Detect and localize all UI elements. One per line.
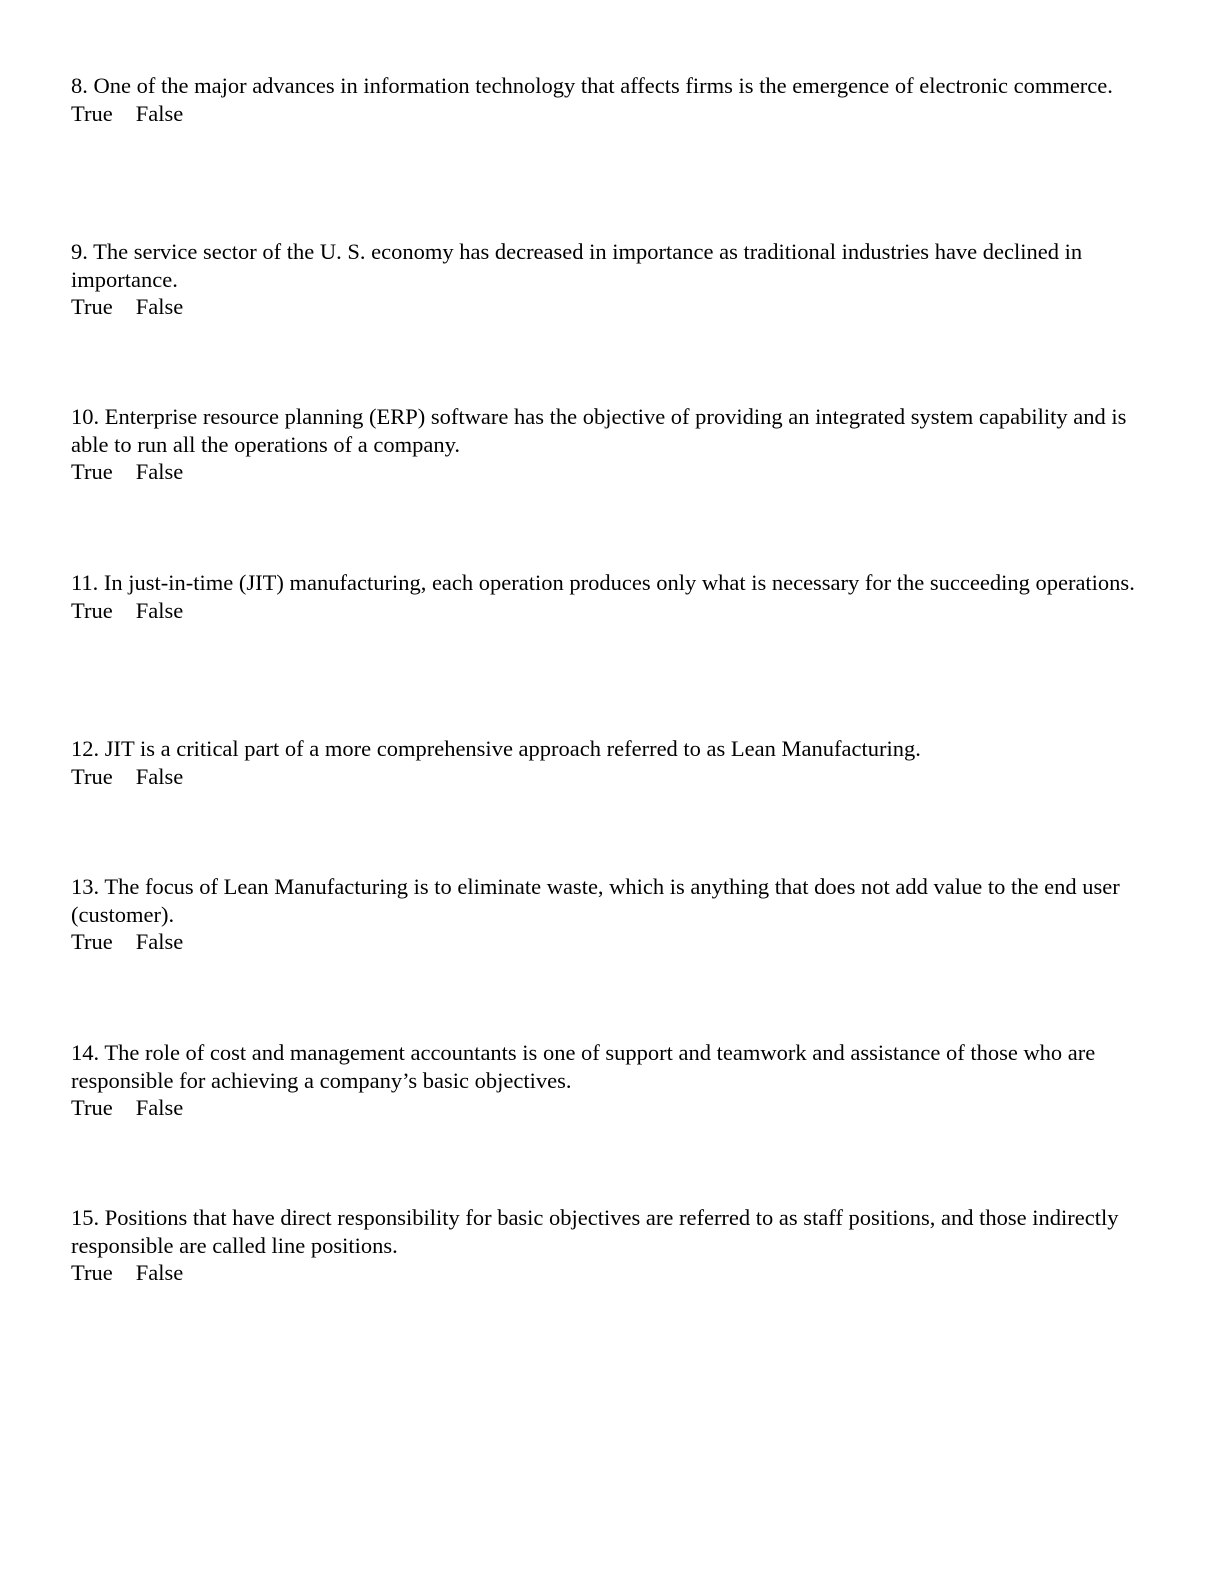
question-text: 12. JIT is a critical part of a more comprehensive approach referred to as Lean Manufacturing.: [71, 736, 921, 761]
false-option[interactable]: False: [135, 1260, 184, 1285]
false-option[interactable]: False: [135, 294, 184, 319]
true-option[interactable]: True: [71, 100, 113, 126]
true-option[interactable]: True: [71, 929, 113, 954]
question-15: [71, 1204, 1151, 1287]
false-option[interactable]: False: [135, 459, 184, 484]
question-text: 15. Positions that have direct responsibility for basic objectives are referred to as staff positions, and those indirectly responsible are called line positions.: [71, 1205, 1119, 1258]
true-false-options: [71, 293, 1151, 321]
false-option[interactable]: False: [135, 929, 184, 954]
true-false-options: [71, 458, 1151, 486]
true-false-options: [71, 928, 1151, 956]
true-false-options: [71, 1259, 1151, 1287]
true-option[interactable]: True: [71, 294, 113, 319]
true-false-options: [71, 100, 1151, 128]
true-option[interactable]: True: [71, 459, 113, 484]
question-11: [71, 569, 1151, 624]
false-option[interactable]: False: [135, 1095, 184, 1120]
true-false-options: [71, 763, 1151, 791]
false-option[interactable]: False: [135, 597, 184, 623]
question-14: [71, 1039, 1151, 1122]
true-option[interactable]: True: [71, 597, 113, 623]
true-false-options: [71, 597, 1151, 625]
question-text: 13. The focus of Lean Manufacturing is to eliminate waste, which is anything that does not add value to the end user (customer).: [71, 874, 1120, 927]
question-text: 8. One of the major advances in information technology that affects firms is the emergence of electronic commerce.: [71, 73, 1113, 98]
question-text: 10. Enterprise resource planning (ERP) software has the objective of providing an integrated system capability and is able to run all the operations of a company.: [71, 404, 1127, 457]
question-12: [71, 735, 1151, 790]
true-option[interactable]: True: [71, 763, 113, 789]
question-text: 9. The service sector of the U. S. economy has decreased in importance as traditional industries have declined in importance.: [71, 239, 1083, 292]
true-false-options: [71, 1094, 1151, 1122]
question-10: [71, 403, 1151, 486]
false-option[interactable]: False: [135, 763, 184, 789]
question-9: [71, 238, 1151, 321]
question-text: 14. The role of cost and management accountants is one of support and teamwork and assistance of those who are responsible for achieving a company’s basic objectives.: [71, 1040, 1096, 1093]
question-8: [71, 72, 1151, 127]
question-13: [71, 873, 1151, 956]
question-text: 11. In just-in-time (JIT) manufacturing, each operation produces only what is necessary for the succeeding operations.: [71, 570, 1135, 595]
true-option[interactable]: True: [71, 1260, 113, 1285]
true-option[interactable]: True: [71, 1095, 113, 1120]
false-option[interactable]: False: [135, 100, 184, 126]
